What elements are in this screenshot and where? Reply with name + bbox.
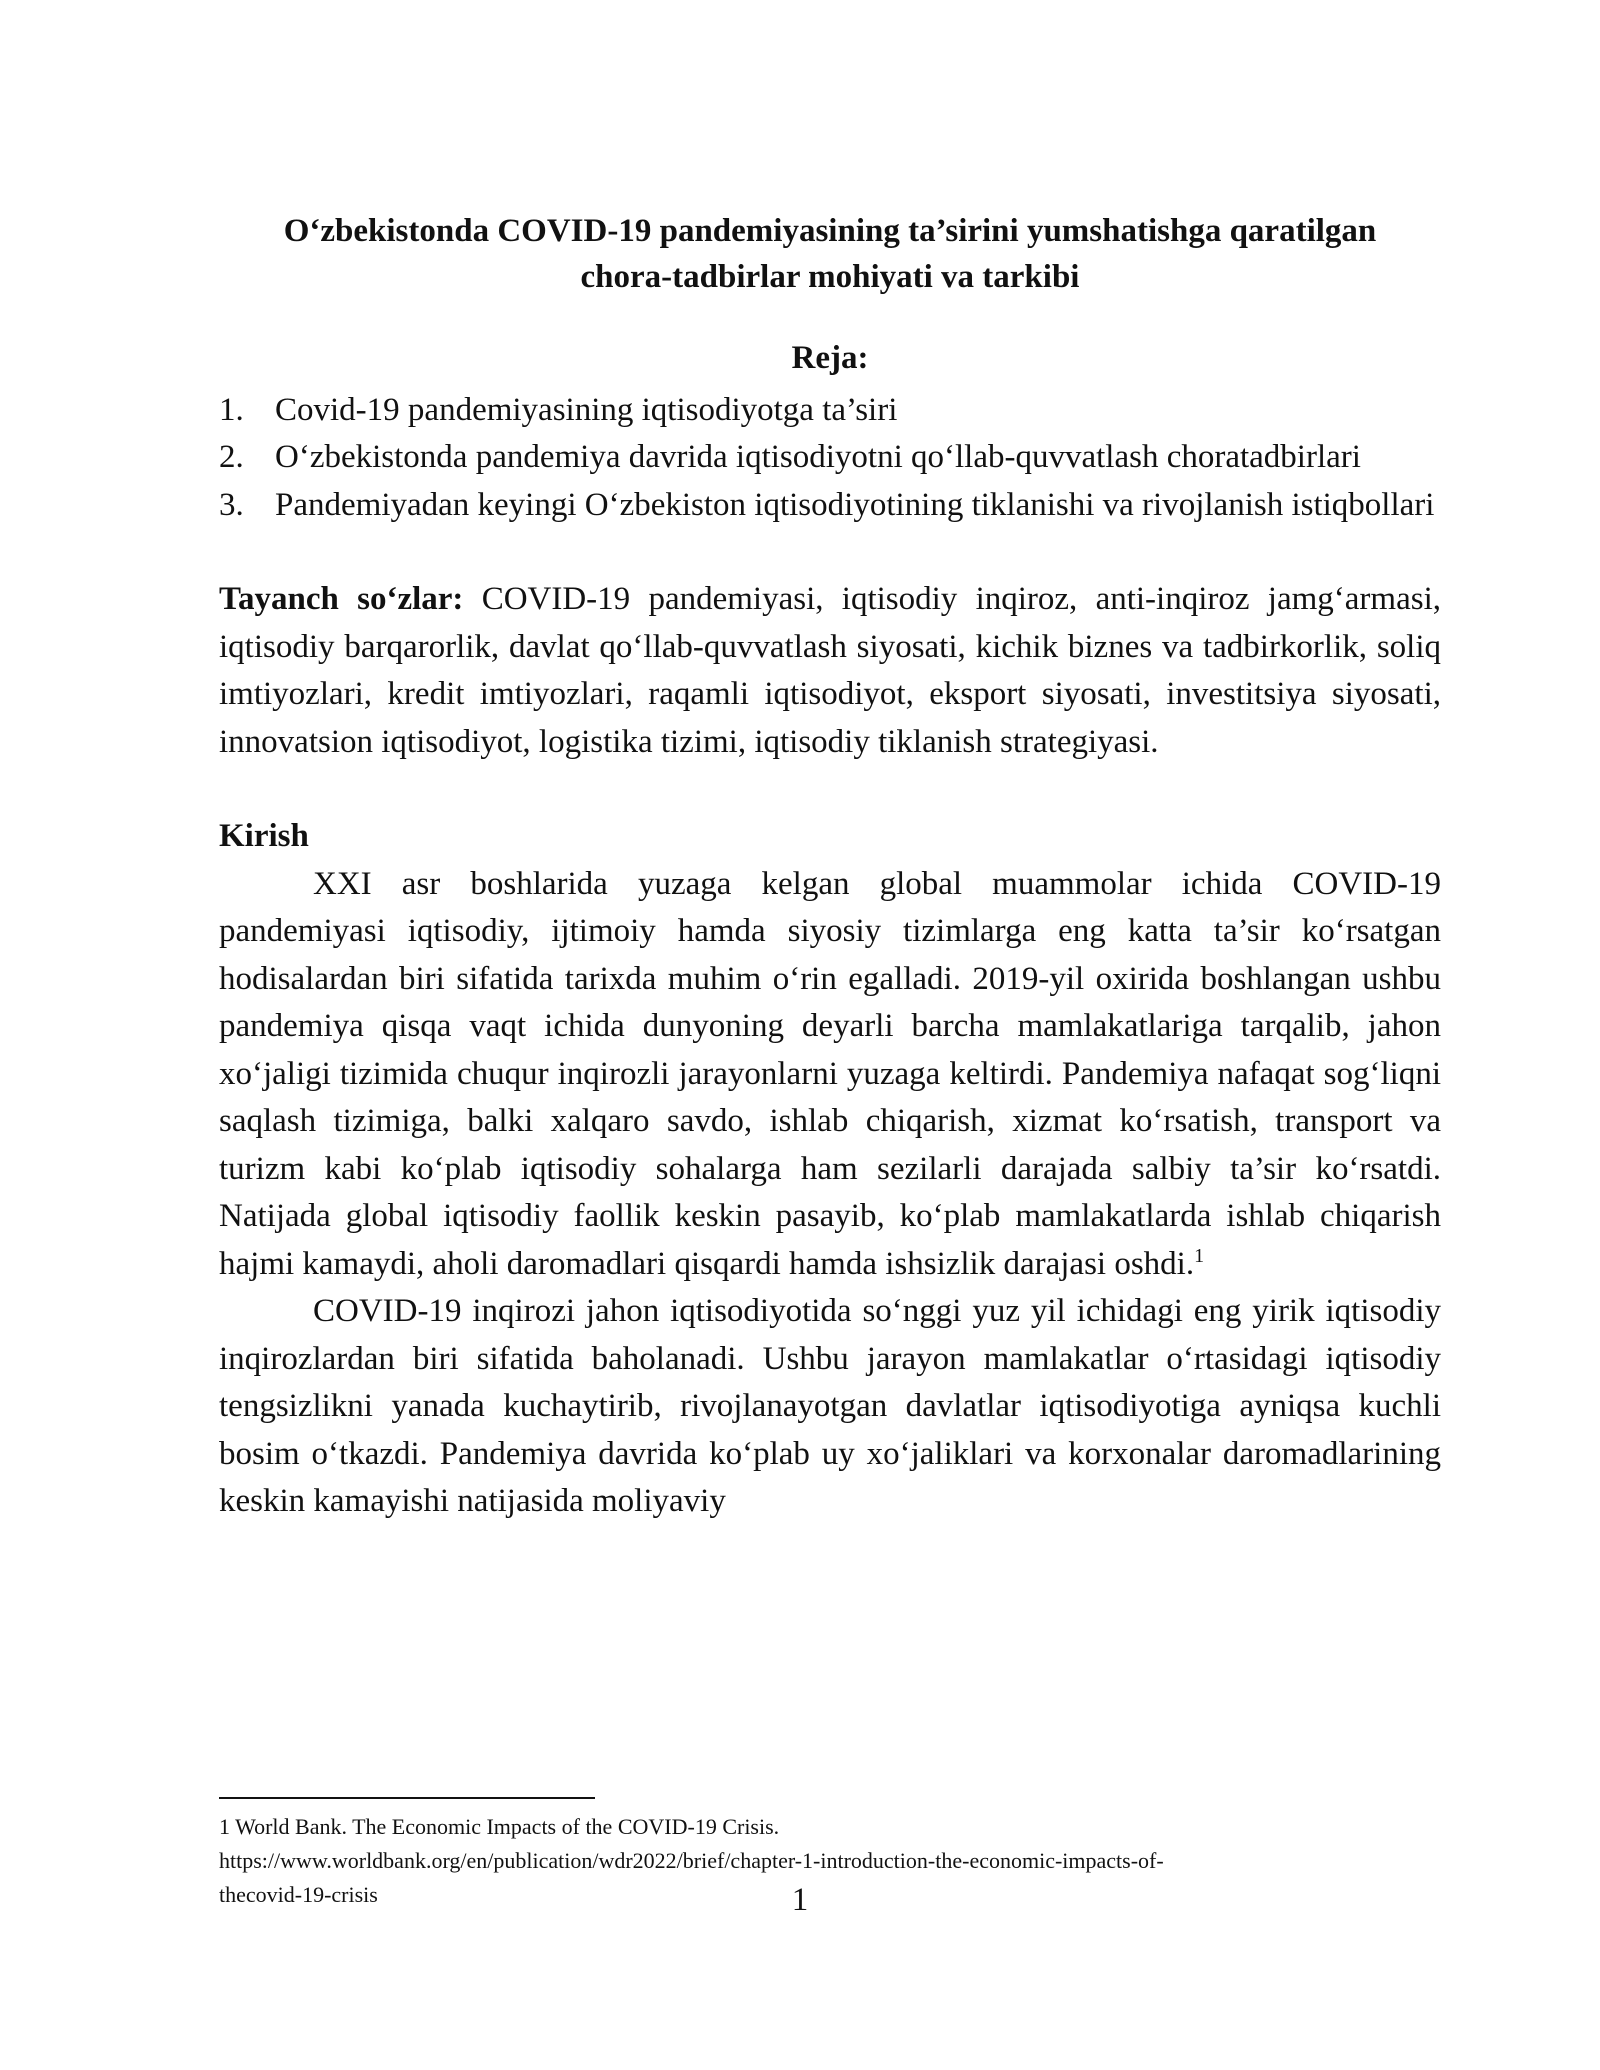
intro-paragraph-1-text: XXI asr boshlarida yuzaga kelgan global muammolar ichida COVID-19 pandemiyasi iqtisodiy, ijtimoiy hamda siyosiy tizimlarga eng katta ta’sir ko‘rsatgan hodisalardan biri sifatida tarixda muhim o‘rin egalladi. 2019-yil oxirida boshlangan ushbu pandemiya qisqa vaqt ichida dunyoning deyarli barcha mamlakatlariga tarqalib, jahon xo‘jaligi tizimida chuqur inqirozli jarayonlarni yuzaga keltirdi. Pandemiya nafaqat sog‘liqni saqlash tizimiga, balki xalqaro savdo, ishlab chiqarish, xizmat ko‘rsatish, transport va turizm kabi ko‘plab iqtisodiy sohalarga ham sezilarli darajada salbiy ta’sir ko‘rsatdi. Natijada global iqtisodiy faollik keskin pasayib, ko‘plab mamlakatlarda ishlab chiqarish hajmi kamaydi, aholi daromadlari qisqardi hamda ishsizlik darajasi oshdi. <box>219 865 1441 1282</box>
intro-paragraph-1 <box>219 861 1441 1289</box>
plan-item-3 <box>219 482 1441 530</box>
keywords-text: COVID-19 pandemiyasi, iqtisodiy inqiroz, anti-inqiroz jamg‘armasi, iqtisodiy barqarorlik, davlat qo‘llab-quvvatlash siyosati, kichik biznes va tadbirkorlik, soliq imtiyozlari, kredit imtiyozlari, raqamli iqtisodiyot, eksport siyosati, investitsiya siyosati, innovatsion iqtisodiyot, logistika tizimi, iqtisodiy tiklanish strategiyasi. <box>219 581 1441 760</box>
footnote-line-1: 1 World Bank. The Economic Impacts of the COVID-19 Crisis. <box>219 1814 780 1839</box>
plan-item-number: 1. <box>219 391 244 428</box>
intro-heading: Kirish <box>219 818 309 854</box>
footnote-reference[interactable]: 1 <box>1194 1244 1205 1267</box>
plan-heading: Reja: <box>791 340 869 376</box>
intro-paragraph-2: COVID-19 inqirozi jahon iqtisodiyotida so‘nggi yuz yil ichidagi eng yirik iqtisodiy inqirozlardan biri sifatida baholanadi. Ushbu jarayon mamlakatlar o‘rtasidagi iqtisodiy tengsizlikni yanada kuchaytirib, rivojlanayotgan davlatlar iqtisodiyotiga ayniqsa kuchli bosim o‘tkazdi. Pandemiya davrida ko‘plab uy xo‘jaliklari va korxonalar daromadlarining keskin kamayishi natijasida moliyaviy <box>219 1293 1441 1519</box>
plan-list <box>219 387 1441 530</box>
document-title <box>219 208 1441 300</box>
title-line-1: O‘zbekistonda COVID-19 pandemiyasining ta’sirini yumshatishga qaratilgan <box>283 213 1377 249</box>
keywords-label: Tayanch so‘zlar: <box>219 581 464 617</box>
footnote-link-line-2[interactable]: thecovid-19-crisis <box>219 1882 378 1907</box>
plan-item-number: 2. <box>219 439 244 475</box>
plan-item-text: O‘zbekistonda pandemiya davrida iqtisodiyotni qo‘llab-quvvatlash choratadbirlari <box>275 439 1361 475</box>
keywords-paragraph <box>219 576 1441 766</box>
page-number: 1 <box>791 1882 809 1918</box>
plan-item-2 <box>219 434 1441 482</box>
plan-item-number: 3. <box>219 486 244 523</box>
page-body <box>219 208 1441 1526</box>
title-line-2: chora-tadbirlar mohiyati va tarkibi <box>580 259 1080 295</box>
plan-item-1 <box>219 387 1441 435</box>
plan-item-text: Covid-19 pandemiyasining iqtisodiyotga ta’siri <box>275 391 898 428</box>
plan-item-text: Pandemiyadan keyingi O‘zbekiston iqtisodiyotining tiklanishi va rivojlanish istiqbollari <box>275 486 1435 523</box>
footnote-link-line-1[interactable]: https://www.worldbank.org/en/publication/wdr2022/brief/chapter-1-introduction-the-economic-impacts-of- <box>219 1848 1164 1873</box>
footnote-separator <box>219 1797 595 1799</box>
